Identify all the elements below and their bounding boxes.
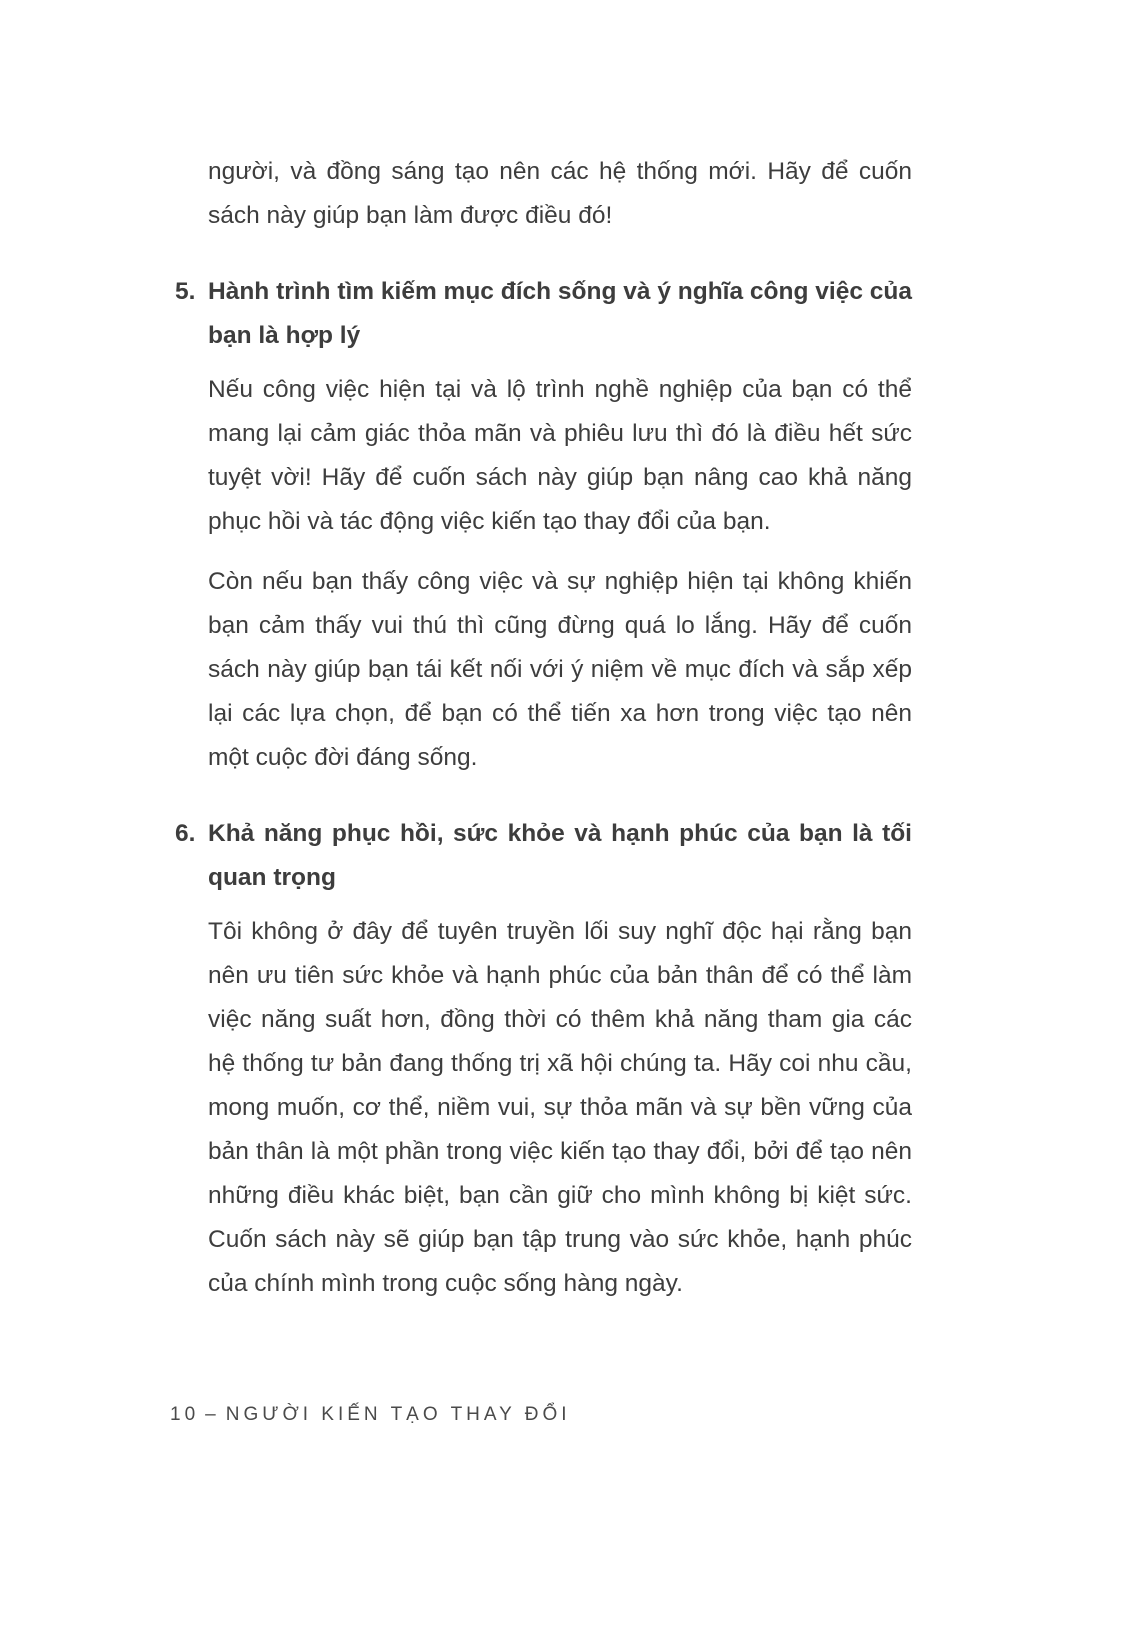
footer-separator: – [205, 1404, 220, 1425]
item-6-paragraph-1: Tôi không ở đây để tuyên truyền lối suy nghĩ độc hại rằng bạn nên ưu tiên sức khỏe và hạnh phúc của bản thân để có thể làm việc năng suất hơn, đồng thời có thêm khả năng tham gia các hệ thống tư bản đang thống trị xã hội chúng ta. Hãy coi nhu cầu, mong muốn, cơ thể, niềm vui, sự thỏa mãn và sự bền vững của bản thân là một phần trong việc kiến tạo thay đổi, bởi để tạo nên những điều khác biệt, bạn cần giữ cho mình không bị kiệt sức. Cuốn sách này sẽ giúp bạn tập trung vào sức khỏe, hạnh phúc của chính mình trong cuộc sống hàng ngày. [208, 918, 912, 1297]
intro-paragraph: người, và đồng sáng tạo nên các hệ thống mới. Hãy để cuốn sách này giúp bạn làm được điều đó! [208, 158, 912, 229]
item-6-heading: Khả năng phục hồi, sức khỏe và hạnh phúc của bạn là tối quan trọng [208, 820, 912, 891]
page-number: 10 [170, 1404, 200, 1425]
item-5-heading: Hành trình tìm kiếm mục đích sống và ý nghĩa công việc của bạn là hợp lý [208, 278, 912, 349]
item-5-number: 5. [175, 278, 196, 305]
item-5-paragraph-2: Còn nếu bạn thấy công việc và sự nghiệp hiện tại không khiến bạn cảm thấy vui thú thì cũng đừng quá lo lắng. Hãy để cuốn sách này giúp bạn tái kết nối với ý niệm về mục đích và sắp xếp lại các lựa chọn, để bạn có thể tiến xa hơn trong việc tạo nên một cuộc đời đáng sống. [208, 568, 912, 771]
item-5-paragraph-1: Nếu công việc hiện tại và lộ trình nghề nghiệp của bạn có thể mang lại cảm giác thỏa mãn và phiêu lưu thì đó là điều hết sức tuyệt vời! Hãy để cuốn sách này giúp bạn nâng cao khả năng phục hồi và tác động việc kiến tạo thay đổi của bạn. [208, 376, 912, 535]
list-item-6 [175, 812, 912, 1306]
page-footer [170, 1404, 571, 1426]
book-title: NGƯỜI KIẾN TẠO THAY ĐỔI [225, 1404, 571, 1425]
item-6-number: 6. [175, 820, 196, 847]
item-6-heading-row [175, 812, 912, 900]
item-5-heading-row [175, 270, 912, 358]
list-item-5 [175, 270, 912, 780]
